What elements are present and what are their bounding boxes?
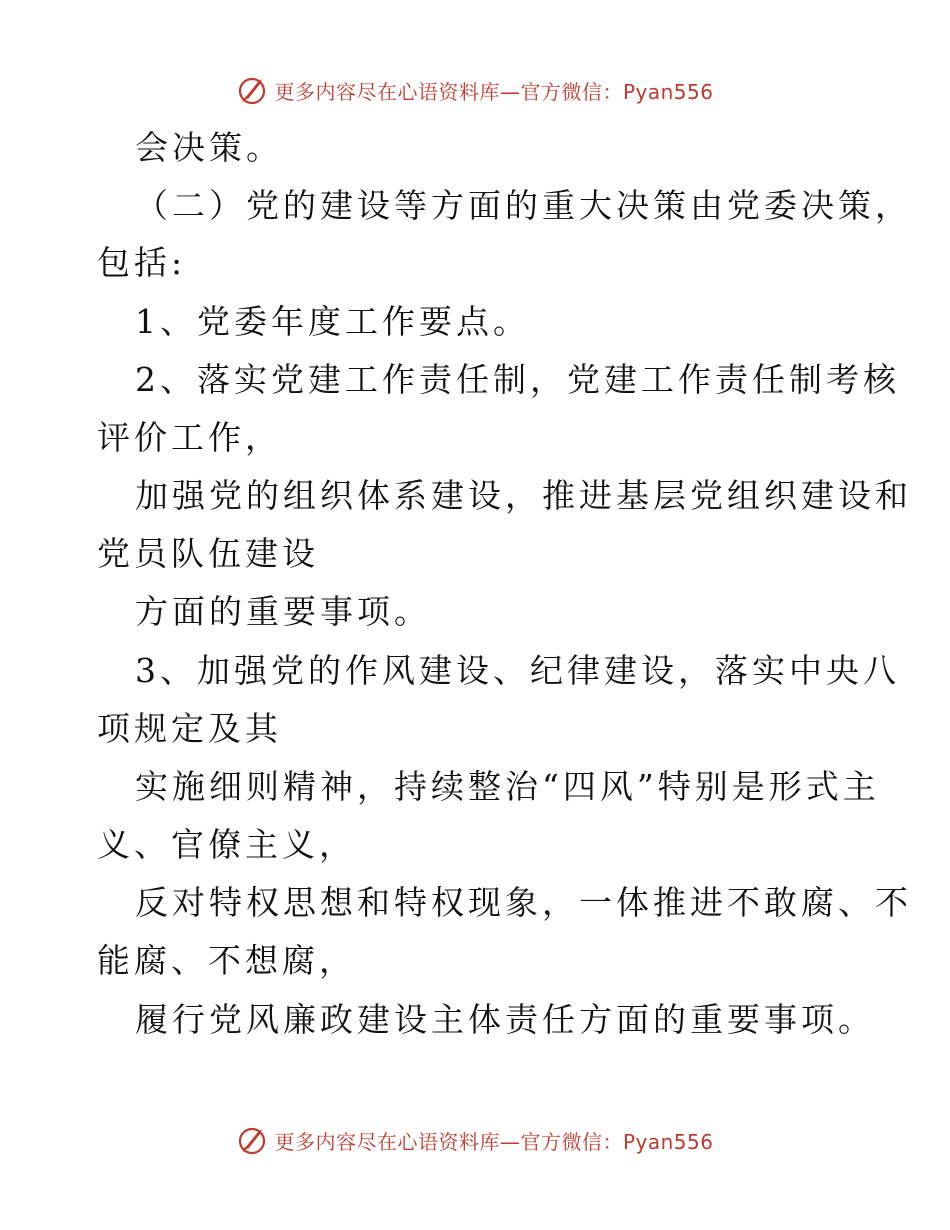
paragraph-line: 评价工作， bbox=[97, 418, 282, 457]
paragraph-line: 项规定及其 bbox=[97, 709, 282, 748]
footer-watermark bbox=[0, 1120, 950, 1160]
paragraph-line: 加强党的组织体系建设，推进基层党组织建设和 bbox=[135, 476, 912, 515]
paragraph-line: 能腐、不想腐， bbox=[97, 941, 356, 980]
paragraph-line: 3、加强党的作风建设、纪律建设，落实中央八 bbox=[135, 651, 900, 690]
paragraph-line: 义、官僚主义， bbox=[97, 825, 356, 864]
paragraph-line: 会决策。 bbox=[135, 128, 283, 167]
paragraph-line: 履行党风廉政建设主体责任方面的重要事项。 bbox=[135, 1000, 875, 1039]
quill-pen-logo-icon bbox=[236, 74, 268, 106]
paragraph-line: 包括: bbox=[97, 243, 187, 282]
paragraph-line: （二）党的建设等方面的重大决策由党委决策， bbox=[135, 186, 912, 225]
paragraph-line: 反对特权思想和特权现象，一体推进不敢腐、不 bbox=[135, 883, 912, 922]
quill-pen-logo-icon bbox=[236, 1124, 268, 1156]
watermark-text: 更多内容尽在心语资料库—官方微信：Pyan556 bbox=[274, 79, 714, 104]
paragraph-line: 党员队伍建设 bbox=[97, 534, 319, 573]
paragraph-line: 2、落实党建工作责任制，党建工作责任制考核 bbox=[135, 360, 900, 399]
paragraph-line: 1、党委年度工作要点。 bbox=[135, 302, 530, 341]
paragraph-line: 实施细则精神，持续整治“四风”特别是形式主 bbox=[135, 767, 880, 806]
header-watermark bbox=[0, 70, 950, 110]
watermark-text: 更多内容尽在心语资料库—官方微信：Pyan556 bbox=[274, 1129, 714, 1154]
paragraph-line: 方面的重要事项。 bbox=[135, 592, 431, 631]
